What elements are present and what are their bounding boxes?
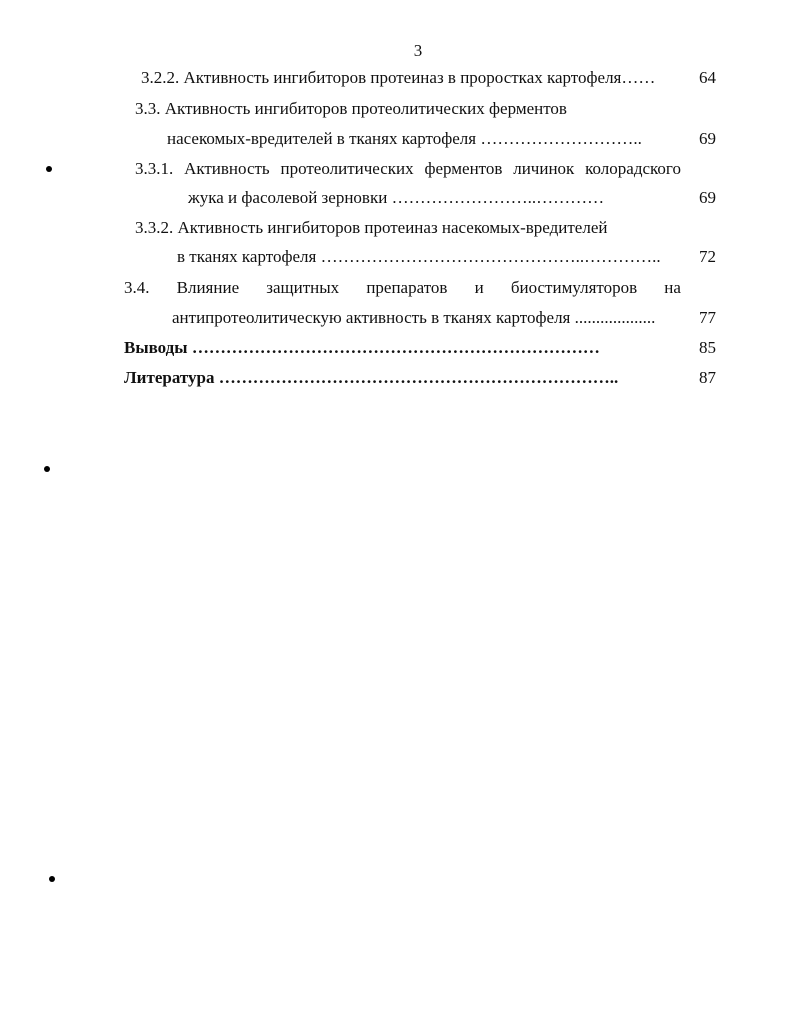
toc-entry-3-4-line1 bbox=[124, 278, 681, 298]
leader-dots: ……………………….. bbox=[476, 129, 642, 148]
scan-mark-dot bbox=[49, 876, 55, 882]
toc-entry-title: Выводы bbox=[124, 338, 188, 357]
word: протеолитических bbox=[280, 159, 414, 178]
toc-entry-title: насекомых-вредителей в тканях картофеля bbox=[167, 129, 477, 148]
scan-mark-dot bbox=[46, 166, 52, 172]
word: Влияние bbox=[176, 278, 240, 297]
toc-entry-3-3-line1: 3.3. Активность ингибиторов протеолитических ферментов bbox=[135, 99, 567, 118]
toc-entry-title: в тканях картофеля bbox=[177, 247, 317, 266]
toc-entry-3-3-2-line1: 3.3.2. Активность ингибиторов протеиназ насекомых-вредителей bbox=[135, 218, 608, 237]
toc-page-number: 69 bbox=[699, 188, 716, 207]
leader-dots: …………………………………………………………….. bbox=[214, 368, 619, 387]
toc-entry-title: антипротеолитическую активность в тканях картофеля bbox=[172, 308, 571, 327]
toc-entry-title: 3.2.2. Активность ингибиторов протеиназ в проростках картофеля bbox=[141, 68, 622, 87]
page-number: 3 bbox=[413, 41, 423, 60]
toc-entry-3-3-2-line2 bbox=[177, 247, 661, 267]
word: 3.3.1. bbox=[135, 159, 174, 178]
toc-entry-3-3-line2 bbox=[167, 129, 642, 149]
toc-entry-3-3-1-line1 bbox=[135, 159, 681, 179]
leader-dots: ................... bbox=[570, 308, 656, 327]
toc-page-number: 77 bbox=[699, 308, 716, 327]
word: личинок bbox=[513, 159, 575, 178]
word: на bbox=[664, 278, 681, 297]
toc-entry-title: Литература bbox=[124, 368, 215, 387]
toc-page-number: 64 bbox=[699, 68, 716, 87]
word: биостимуляторов bbox=[510, 278, 638, 297]
toc-page-number: 72 bbox=[699, 247, 716, 266]
scan-mark-dot bbox=[44, 466, 50, 472]
toc-entry-3-3-1-line2 bbox=[188, 188, 604, 208]
toc-entry-title: жука и фасолевой зерновки bbox=[188, 188, 388, 207]
word: и bbox=[474, 278, 484, 297]
leader-dots: …… bbox=[621, 68, 656, 87]
leader-dots: ……………………………………………………………… bbox=[187, 338, 600, 357]
toc-entry-3-4-line2 bbox=[172, 308, 655, 328]
leader-dots: ……………………..………… bbox=[387, 188, 605, 207]
toc-page-number: 87 bbox=[699, 368, 716, 387]
word: колорадского bbox=[585, 159, 681, 178]
leader-dots: ………………………………………..………….. bbox=[316, 247, 661, 266]
word: ферментов bbox=[424, 159, 503, 178]
toc-entry-3-2-2 bbox=[141, 68, 655, 88]
toc-entry-conclusions bbox=[124, 338, 600, 358]
toc-entry-literature bbox=[124, 368, 618, 388]
word: Активность bbox=[184, 159, 270, 178]
word: препаратов bbox=[366, 278, 448, 297]
toc-page-number: 69 bbox=[699, 129, 716, 148]
toc-page-number: 85 bbox=[699, 338, 716, 357]
word: защитных bbox=[266, 278, 340, 297]
word: 3.4. bbox=[124, 278, 150, 297]
